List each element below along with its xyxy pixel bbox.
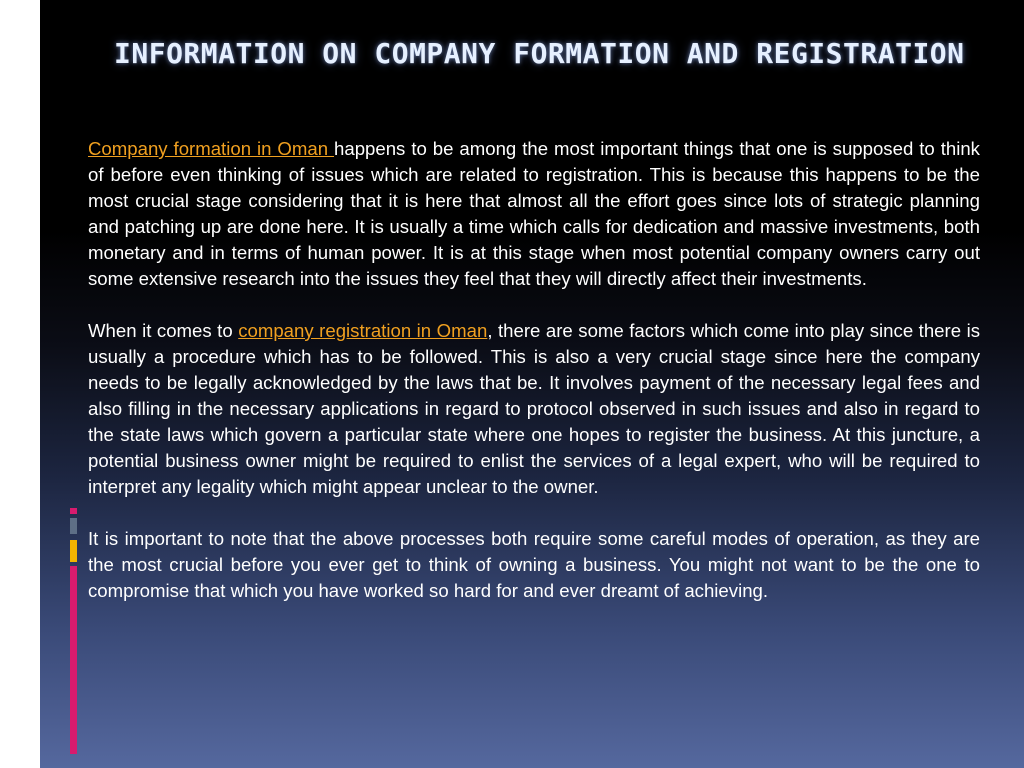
paragraph-1-text: happens to be among the most important things that one is supposed to think of before even thinking of issues which are related to registration. This is because this happens to be the most crucial stage considering that it is here that almost all the effort goes since lots of strategic planning and patching up are done here. It is usually a time which calls for dedication and massive investments, both monetary and in terms of human power. It is at this stage when most potential company owners carry out some extensive research into the issues they feel that they will directly affect their investments. bbox=[88, 138, 980, 289]
paragraph-2-lead: When it comes to bbox=[88, 320, 239, 341]
accent-bar-gold bbox=[70, 540, 77, 562]
accent-bar-pink-long bbox=[70, 566, 77, 754]
company-registration-link[interactable]: company registration in Oman bbox=[238, 320, 488, 341]
accent-bar-slate bbox=[70, 518, 77, 534]
company-formation-link[interactable]: Company formation in Oman bbox=[88, 138, 335, 159]
slide-title: INFORMATION ON COMPANY FORMATION AND REGISTRATION bbox=[114, 37, 965, 70]
accent-bar-pink-top bbox=[70, 508, 77, 514]
paragraph-company-formation bbox=[88, 136, 980, 292]
left-margin-strip bbox=[0, 0, 40, 768]
slide-body bbox=[88, 136, 980, 630]
paragraph-2-text: , there are some factors which come into play since there is usually a procedure which has to be followed. This is also a very crucial stage since here the company needs to be legally acknowledged by the laws that be. It involves payment of the necessary legal fees and also filling in the necessary applications in regard to protocol observed in such issues and also in regard to the state laws which govern a particular state where one hopes to register the business. At this juncture, a potential business owner might be required to enlist the services of a legal expert, who will be required to interpret any legality which might appear unclear to the owner. bbox=[88, 320, 981, 497]
paragraph-company-registration bbox=[88, 318, 980, 500]
paragraph-conclusion: It is important to note that the above processes both require some careful modes of operation, as they are the most crucial before you ever get to think of owning a business. You might not want to be the one to compromise that which you have worked so hard for and ever dreamt of achieving. bbox=[88, 528, 980, 601]
